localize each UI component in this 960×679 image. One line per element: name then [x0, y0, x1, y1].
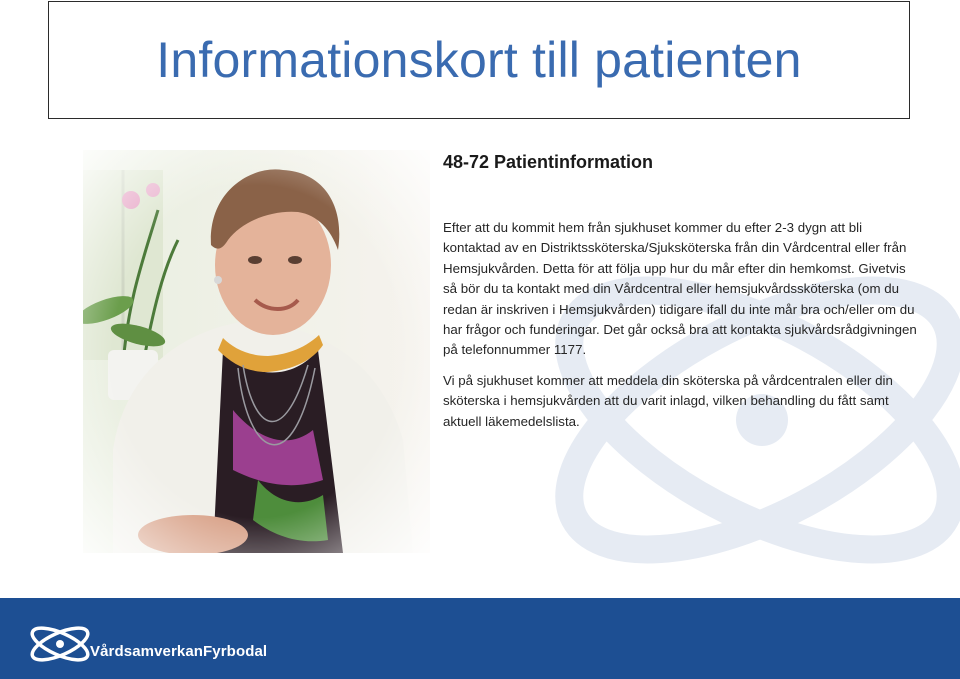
- paragraph-contact-info: Efter att du kommit hem från sjukhuset kommer du efter 2-3 dygn att bli kontaktad av en Distriktssköterska/Sjuksköterska från din Vårdcentral eller från Hemsjukvården. Detta för att följa upp hur du mår efter din hemkomst. Givetvis så bör du ta kontakt med din Vårdcentral eller hemsjukvårdssköterska (om du redan är inskriven i Hemsjukvården) tidigare ifall du inte mår bra och/eller om du har frågor och funderingar. Det går också bra att kontakta sjukvårdsrådgivningen på telefonnummer 1177.: [443, 220, 917, 358]
- section-subtitle: 48-72 Patientinformation: [443, 152, 654, 172]
- paragraph-hospital-notice: Vi på sjukhuset kommer att meddela din sköterska på vårdcentralen eller din sköterska i hemsjukvården att du varit inlagd, vilken behandling du fått samt aktuell läkemedelslista.: [443, 372, 893, 429]
- vardsamverkan-logo-icon: [26, 624, 94, 664]
- page-title: Informationskort till patienten: [156, 32, 802, 88]
- footer-bar: [0, 598, 960, 679]
- footer-brand-name: VårdsamverkanFyrbodal: [90, 643, 268, 660]
- body-text: [443, 218, 923, 442]
- patient-photo: [83, 150, 430, 553]
- title-box: [48, 1, 910, 119]
